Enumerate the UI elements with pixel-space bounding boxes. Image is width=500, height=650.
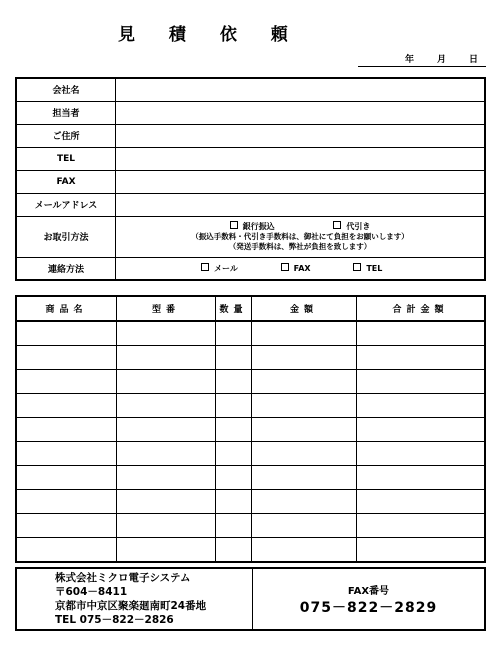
checkbox-icon <box>281 263 289 271</box>
quantity-cell[interactable] <box>216 321 252 346</box>
amount-cell[interactable] <box>252 466 357 490</box>
company-label: 会社名 <box>16 78 116 101</box>
product-cell[interactable] <box>16 466 117 490</box>
product-cell[interactable] <box>16 370 117 394</box>
company-field[interactable] <box>116 78 486 101</box>
total-cell[interactable] <box>357 514 486 538</box>
quantity-cell[interactable] <box>216 370 252 394</box>
model-cell[interactable] <box>117 394 216 418</box>
payment-field <box>116 216 486 257</box>
header-amount: 金額 <box>252 296 357 321</box>
address-field[interactable] <box>116 124 486 147</box>
company-postal: 〒604－8411 <box>55 586 128 598</box>
product-cell[interactable] <box>16 321 117 346</box>
product-cell[interactable] <box>16 490 117 514</box>
quantity-cell[interactable] <box>216 490 252 514</box>
checkbox-icon <box>230 221 238 229</box>
date-year-label: 年 <box>405 55 415 65</box>
date-field[interactable] <box>358 52 486 67</box>
fax-info <box>253 568 486 630</box>
product-cell[interactable] <box>16 394 117 418</box>
model-cell[interactable] <box>117 466 216 490</box>
fax-number: 075－822－2829 <box>299 599 438 616</box>
payment-note-shipping: （発送手数料は、弊社が負担を致します） <box>228 242 372 251</box>
item-row <box>16 538 485 563</box>
tel-field[interactable] <box>116 147 486 170</box>
amount-cell[interactable] <box>252 321 357 346</box>
payment-option-bank[interactable]: 銀行振込 <box>230 221 275 232</box>
company-address: 京都市中京区聚楽廻南町24番地 <box>55 600 207 612</box>
amount-cell[interactable] <box>252 394 357 418</box>
total-cell[interactable] <box>357 490 486 514</box>
item-row <box>16 514 485 538</box>
items-table <box>15 295 486 563</box>
payment-label: お取引方法 <box>16 216 116 257</box>
total-cell[interactable] <box>357 538 486 563</box>
header-product-name: 商品名 <box>16 296 117 321</box>
form-title: 見 積 依 頼 <box>118 25 302 45</box>
item-row <box>16 321 485 346</box>
header-total-amount: 合計金額 <box>357 296 486 321</box>
header-model-number: 型番 <box>117 296 216 321</box>
amount-cell[interactable] <box>252 370 357 394</box>
model-cell[interactable] <box>117 514 216 538</box>
company-tel: TEL 075－822－2826 <box>55 614 174 626</box>
item-row <box>16 466 485 490</box>
quantity-cell[interactable] <box>216 418 252 442</box>
item-row <box>16 490 485 514</box>
amount-cell[interactable] <box>252 346 357 370</box>
customer-info-table <box>15 77 486 281</box>
amount-cell[interactable] <box>252 490 357 514</box>
model-cell[interactable] <box>117 321 216 346</box>
fax-label: FAX <box>16 170 116 193</box>
tel-label: TEL <box>16 147 116 170</box>
product-cell[interactable] <box>16 346 117 370</box>
total-cell[interactable] <box>357 466 486 490</box>
item-row <box>16 418 485 442</box>
quantity-cell[interactable] <box>216 346 252 370</box>
quantity-cell[interactable] <box>216 514 252 538</box>
model-cell[interactable] <box>117 370 216 394</box>
product-cell[interactable] <box>16 538 117 563</box>
product-cell[interactable] <box>16 418 117 442</box>
total-cell[interactable] <box>357 370 486 394</box>
contact-option-fax[interactable]: FAX <box>281 263 311 273</box>
quantity-cell[interactable] <box>216 442 252 466</box>
contact-option-email[interactable]: メール <box>201 263 238 274</box>
item-row <box>16 346 485 370</box>
checkbox-icon <box>201 263 209 271</box>
contact-field <box>116 257 486 280</box>
company-info <box>16 568 253 630</box>
amount-cell[interactable] <box>252 442 357 466</box>
quantity-cell[interactable] <box>216 538 252 563</box>
model-cell[interactable] <box>117 442 216 466</box>
checkbox-icon <box>353 263 361 271</box>
total-cell[interactable] <box>357 418 486 442</box>
amount-cell[interactable] <box>252 418 357 442</box>
email-label: メールアドレス <box>16 193 116 216</box>
item-rows <box>16 321 485 562</box>
date-month-label: 月 <box>437 55 447 65</box>
amount-cell[interactable] <box>252 514 357 538</box>
address-label: ご住所 <box>16 124 116 147</box>
quantity-cell[interactable] <box>216 466 252 490</box>
item-row <box>16 370 485 394</box>
person-field[interactable] <box>116 101 486 124</box>
item-row <box>16 442 485 466</box>
model-cell[interactable] <box>117 538 216 563</box>
payment-option-cod[interactable]: 代引き <box>333 221 370 232</box>
total-cell[interactable] <box>357 346 486 370</box>
date-day-label: 日 <box>469 55 479 65</box>
total-cell[interactable] <box>357 442 486 466</box>
amount-cell[interactable] <box>252 538 357 563</box>
person-label: 担当者 <box>16 101 116 124</box>
model-cell[interactable] <box>117 346 216 370</box>
contact-label: 連絡方法 <box>16 257 116 280</box>
item-row <box>16 394 485 418</box>
company-name: 株式会社ミクロ電子システム <box>55 572 191 584</box>
product-cell[interactable] <box>16 442 117 466</box>
model-cell[interactable] <box>117 490 216 514</box>
total-cell[interactable] <box>357 321 486 346</box>
header-quantity: 数量 <box>216 296 252 321</box>
quantity-cell[interactable] <box>216 394 252 418</box>
footer-table <box>15 567 486 631</box>
email-field[interactable] <box>116 193 486 216</box>
contact-option-tel[interactable]: TEL <box>353 263 382 273</box>
model-cell[interactable] <box>117 418 216 442</box>
total-cell[interactable] <box>357 394 486 418</box>
checkbox-icon <box>333 221 341 229</box>
payment-note-fees: （振込手数料・代引き手数料は、御社にて負担をお願いします） <box>191 232 409 241</box>
product-cell[interactable] <box>16 514 117 538</box>
fax-number-label: FAX番号 <box>347 585 390 597</box>
fax-field[interactable] <box>116 170 486 193</box>
